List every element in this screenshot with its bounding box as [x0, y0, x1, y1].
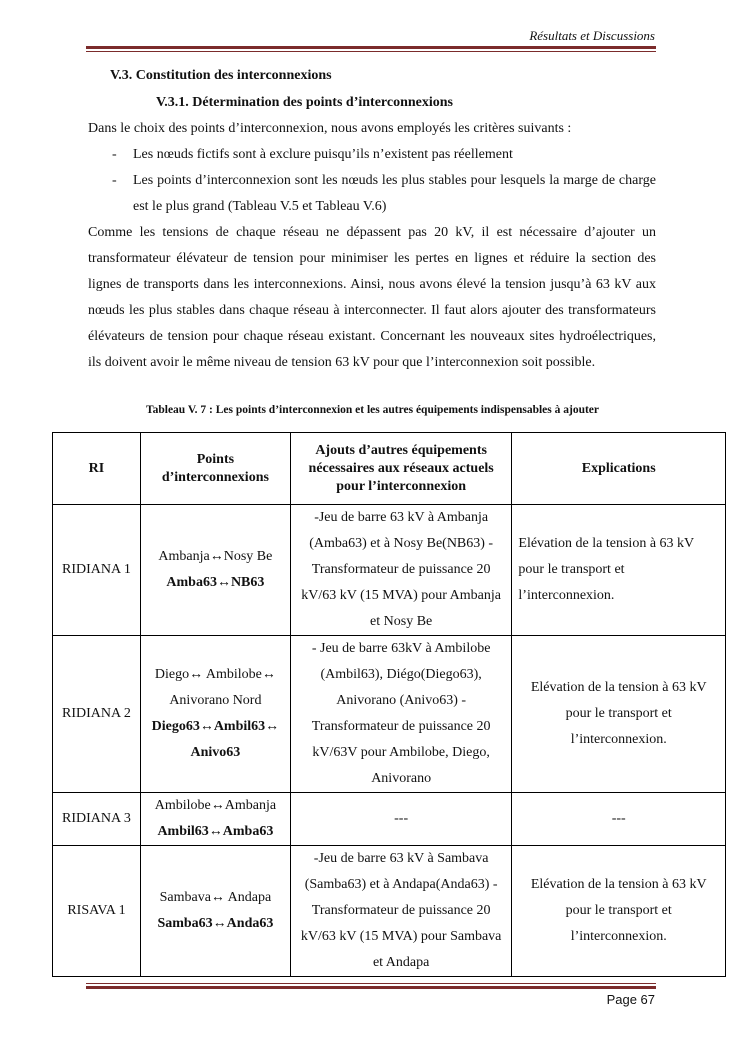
section-heading: V.3. Constitution des interconnexions — [110, 68, 332, 83]
page-number: Page 67 — [606, 992, 655, 1007]
cell-ajouts: -Jeu de barre 63 kV à Sambava (Samba63) et à Andapa(Anda63) - Transformateur de puissance 20 kV/63 kV (15 MVA) pour Sambava et Andapa — [290, 846, 512, 977]
header-ri: RI — [53, 433, 141, 505]
body-paragraph: Comme les tensions de chaque réseau ne dépassent pas 20 kV, il est nécessaire d’ajouter un transformateur élévateur de tension pour minimiser les pertes en lignes et réduire la section des lignes de transports dans les interconnexions. Ainsi, nous avons élevé la tension jusqu’à 63 kV aux nœuds les plus stables dans chaque réseau à interconnecter. Il faut alors ajouter des transformateurs élévateurs de tension pour chaque réseau existant. Concernant les nouveaux sites hydroélectriques, ils doivent avoir le même niveau de tension 63 kV pour que l’interconnexion soit possible. — [88, 225, 656, 370]
table-caption: Tableau V. 7 : Les points d’interconnexion et les autres équipements indispensables à ajouter — [145, 404, 600, 416]
running-header: Résultats et Discussions — [529, 28, 655, 43]
points-code: Diego63↔Ambil63↔ Anivo63 — [151, 719, 280, 760]
bullet-marker: - — [112, 147, 117, 162]
header-rule — [86, 46, 656, 52]
cell-points — [140, 793, 290, 846]
points-code: Ambil63↔Amba63 — [157, 824, 274, 839]
cell-ajouts: -Jeu de barre 63 kV à Ambanja (Amba63) et à Nosy Be(NB63) - Transformateur de puissance 20 kV/63 kV (15 MVA) pour Ambanja et Nosy Be — [290, 505, 512, 636]
table-row — [53, 636, 726, 793]
footer-rule — [86, 983, 656, 989]
table-row — [53, 793, 726, 846]
header-points: Points d’interconnexions — [140, 433, 290, 505]
points-text: Ambilobe↔Ambanja — [154, 798, 277, 813]
cell-points — [140, 636, 290, 793]
cell-explications: Elévation de la tension à 63 kV pour le transport et l’interconnexion. — [512, 505, 726, 636]
cell-ajouts: --- — [290, 793, 512, 846]
points-code: Samba63↔Anda63 — [157, 916, 274, 931]
interconnection-table — [52, 432, 726, 977]
subsection-heading: V.3.1. Détermination des points d’interconnexions — [156, 95, 454, 110]
cell-ajouts: - Jeu de barre 63kV à Ambilobe (Ambil63), Diégo(Diego63), Anivorano (Anivo63) - Transformateur de puissance 20 kV/63V pour Ambilobe, Diego, Anivorano — [290, 636, 512, 793]
cell-points — [140, 505, 290, 636]
points-text: Ambanja↔Nosy Be — [158, 549, 273, 564]
cell-explications: --- — [512, 793, 726, 846]
bullet-item: Les points d’interconnexion sont les nœuds les plus stables pour lesquels la marge de charge est le plus grand (Tableau V.5 et Tableau V.6) — [133, 173, 656, 214]
points-text: Diego↔ Ambilobe↔ Anivorano Nord — [154, 667, 276, 708]
table-header-row — [53, 433, 726, 505]
cell-ri: RIDIANA 2 — [53, 636, 141, 793]
header-explications: Explications — [512, 433, 726, 505]
cell-explications: Elévation de la tension à 63 kV pour le transport et l’interconnexion. — [512, 846, 726, 977]
header-ajouts: Ajouts d’autres équipements nécessaires aux réseaux actuels pour l’interconnexion — [290, 433, 512, 505]
cell-explications: Elévation de la tension à 63 kV pour le transport et l’interconnexion. — [512, 636, 726, 793]
cell-ri: RIDIANA 1 — [53, 505, 141, 636]
points-code: Amba63↔NB63 — [166, 575, 265, 590]
cell-ri: RISAVA 1 — [53, 846, 141, 977]
cell-ri: RIDIANA 3 — [53, 793, 141, 846]
intro-paragraph: Dans le choix des points d’interconnexion, nous avons employés les critères suivants : — [88, 121, 572, 136]
points-text: Sambava↔ Andapa — [159, 890, 272, 905]
bullet-marker: - — [112, 173, 117, 188]
table-row — [53, 846, 726, 977]
table-row — [53, 505, 726, 636]
cell-points — [140, 846, 290, 977]
bullet-item: Les nœuds fictifs sont à exclure puisqu’ils n’existent pas réellement — [133, 147, 513, 162]
